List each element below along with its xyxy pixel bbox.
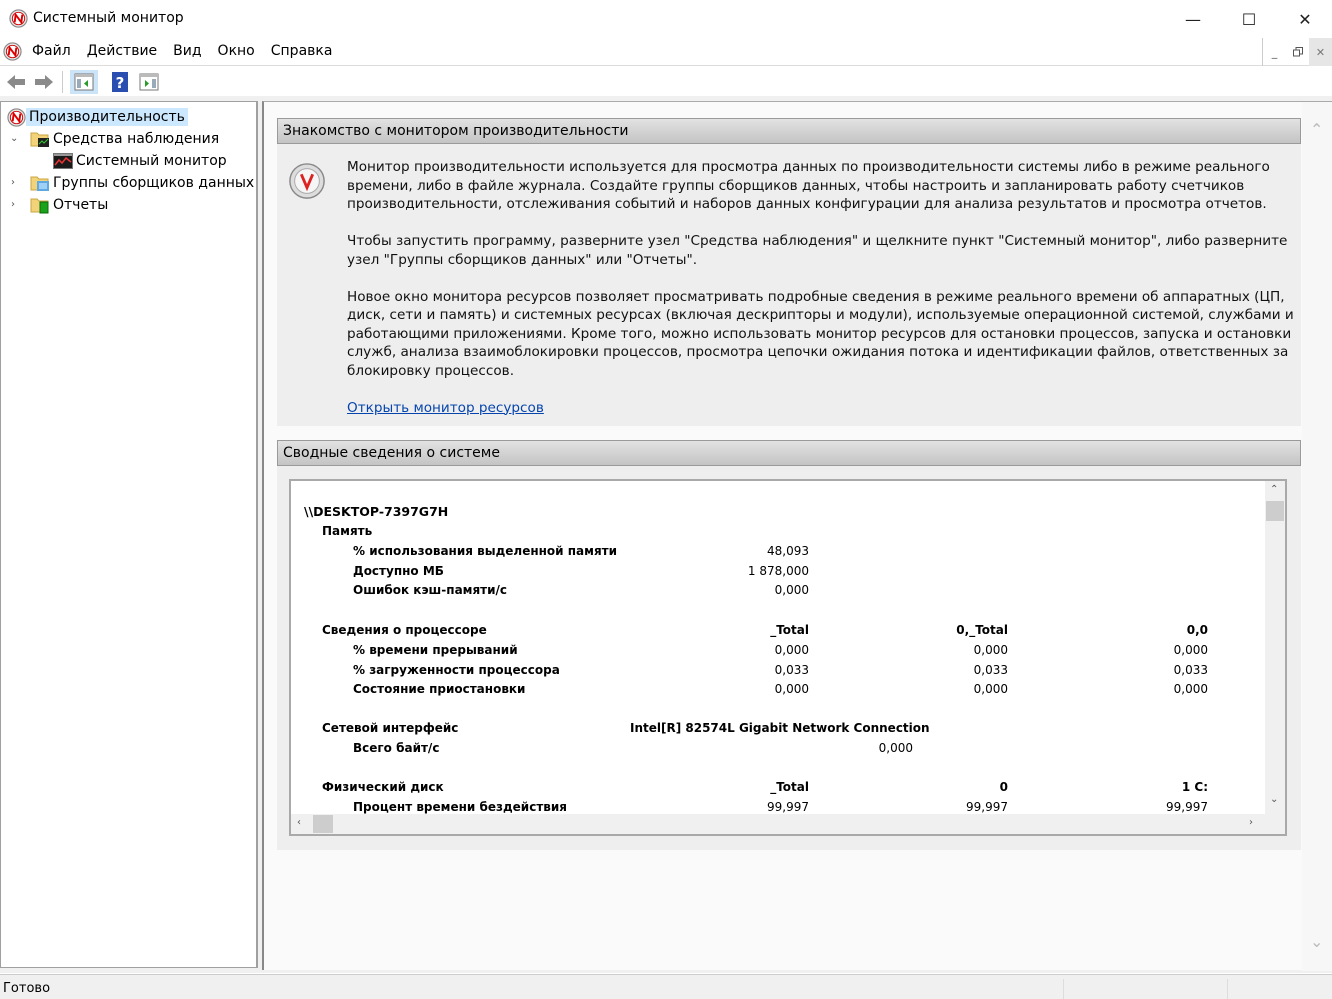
summary-panel	[277, 466, 1301, 850]
cpu-header-row	[291, 623, 1265, 641]
minimize-icon: —	[1185, 9, 1201, 29]
section-title: Сетевой интерфейс	[322, 721, 459, 735]
cpu-row	[291, 643, 1265, 661]
svg-text:?: ?	[115, 74, 125, 92]
restore-icon	[1293, 47, 1303, 57]
counter-value: 0,033	[973, 663, 1008, 677]
reports-folder-icon	[30, 196, 50, 214]
intro-panel-header[interactable]: Знакомство с монитором производительности	[277, 118, 1301, 144]
toolbar	[0, 66, 1332, 96]
main-area	[0, 96, 1332, 973]
tree-item-label: Средства наблюдения	[53, 131, 220, 147]
machine-name: \\DESKTOP-7397G7H	[304, 504, 449, 519]
back-icon	[6, 74, 26, 90]
help-button[interactable]	[108, 70, 132, 94]
network-adapter-name: Intel[R] 82574L Gigabit Network Connection	[630, 721, 930, 735]
intro-text	[347, 158, 1297, 417]
cpu-row	[291, 682, 1265, 700]
scroll-right-icon[interactable]: ›	[1249, 817, 1253, 828]
intro-paragraph: Монитор производительности используется для просмотра данных по производительности системы либо в режиме реального времени, либо в файле журнала. Создайте группы сборщиков данных, чтобы настроить и запланировать работу счетчиков производительности, отслеживания событий и наборов данных конфигурации для анализа результатов и просмотра отчетов.	[347, 159, 1270, 212]
counter-value: 0,000	[774, 682, 809, 696]
perf-monitor-app-icon	[9, 9, 28, 32]
tree-item-label: Группы сборщиков данных	[53, 175, 255, 191]
counter-value: 48,093	[767, 544, 809, 558]
menu-action[interactable]: Действие	[86, 43, 158, 59]
show-hide-action-pane-button[interactable]	[137, 70, 161, 94]
column-header: _Total	[770, 780, 809, 794]
tree-item-data-collector-sets[interactable]	[30, 172, 257, 194]
forward-icon	[34, 74, 54, 90]
child-close-button[interactable]: ✕	[1309, 38, 1332, 66]
close-icon: ✕	[1298, 9, 1312, 29]
data-collector-sets-folder-icon	[30, 174, 50, 192]
counter-label: Состояние приостановки	[353, 682, 526, 696]
tree-item-system-monitor[interactable]	[53, 150, 230, 172]
chevron-right-icon[interactable]: ›	[11, 177, 15, 188]
menu-file[interactable]: Файл	[32, 43, 71, 59]
system-monitor-icon	[53, 153, 73, 169]
counter-value: 0,000	[774, 643, 809, 657]
counter-value: 0,000	[973, 682, 1008, 696]
counter-label: % загруженности процессора	[353, 663, 560, 677]
back-button[interactable]	[4, 70, 28, 94]
memory-row	[291, 564, 1265, 582]
counter-label: Ошибок кэш-памяти/с	[353, 583, 508, 597]
tree-item-label: Системный монитор	[76, 153, 227, 169]
counter-label: Доступно МБ	[353, 564, 444, 578]
chevron-down-icon[interactable]: ⌄	[10, 133, 19, 144]
summary-horizontal-scrollbar[interactable]	[291, 814, 1265, 834]
menu-help[interactable]: Справка	[270, 43, 333, 59]
tree-item-label: Отчеты	[53, 197, 109, 213]
counter-value: 99,997	[966, 800, 1008, 814]
forward-button[interactable]	[32, 70, 56, 94]
child-window-controls	[1262, 38, 1332, 66]
intro-panel	[277, 144, 1301, 426]
scroll-up-icon[interactable]: ⌃	[1310, 120, 1324, 139]
minimize-button[interactable]	[1165, 0, 1221, 38]
scroll-down-icon[interactable]: ⌄	[1310, 932, 1324, 951]
perf-monitor-icon	[7, 108, 26, 127]
status-text: Готово	[3, 981, 51, 996]
summary-vertical-scrollbar[interactable]	[1265, 481, 1285, 814]
counter-value: 0,000	[973, 643, 1008, 657]
chevron-right-icon[interactable]: ›	[11, 199, 15, 210]
disk-row	[291, 800, 1265, 814]
counter-value: 0,033	[1173, 663, 1208, 677]
system-summary-content	[291, 481, 1265, 814]
counter-value: 1 878,000	[747, 564, 809, 578]
child-minimize-button[interactable]: _	[1271, 45, 1278, 59]
counter-value: 99,997	[767, 800, 809, 814]
scroll-left-icon[interactable]: ‹	[297, 817, 301, 828]
scroll-up-icon[interactable]: ⌃	[1270, 484, 1279, 495]
column-header: 1 C:	[1181, 780, 1208, 794]
disk-header-row	[291, 780, 1265, 798]
memory-row	[291, 544, 1265, 562]
monitoring-tools-folder-icon	[30, 130, 50, 148]
scroll-down-icon[interactable]: ⌄	[1270, 794, 1279, 805]
column-header: _Total	[770, 623, 809, 637]
counter-label: % использования выделенной памяти	[353, 544, 618, 558]
close-button[interactable]	[1277, 0, 1332, 38]
system-summary-frame	[289, 479, 1287, 836]
menu-window[interactable]: Окно	[217, 43, 255, 59]
vertical-scroll-thumb[interactable]	[1266, 501, 1284, 521]
open-resource-monitor-link[interactable]: Открыть монитор ресурсов	[347, 399, 544, 416]
section-title: Память	[322, 524, 373, 538]
tree-item-performance[interactable]	[7, 106, 188, 128]
help-icon	[111, 72, 129, 92]
maximize-button[interactable]	[1221, 0, 1277, 38]
counter-value: 0,000	[878, 741, 913, 755]
counter-value: 0,000	[774, 583, 809, 597]
child-window-system-icon[interactable]	[3, 42, 22, 65]
menu-bar	[0, 38, 1332, 66]
counter-label: Процент времени бездействия	[353, 800, 567, 814]
counter-label: Всего байт/с	[353, 741, 440, 755]
show-hide-action-pane-icon	[139, 73, 159, 91]
content-pane	[262, 101, 1332, 970]
memory-row	[291, 583, 1265, 601]
tree-item-label: Производительность	[26, 108, 188, 126]
toolbar-separator	[62, 71, 63, 93]
tree-item-reports[interactable]	[30, 194, 111, 216]
column-header: 0,_Total	[956, 623, 1008, 637]
menu-view[interactable]: Вид	[173, 43, 202, 59]
tree-item-monitoring-tools[interactable]	[30, 128, 222, 150]
counter-value: 0,000	[1173, 682, 1208, 696]
status-separator	[1227, 979, 1228, 999]
intro-paragraph: Новое окно монитора ресурсов позволяет просматривать подробные сведения в режиме реального времени об аппаратных (ЦП, диск, сети и память) и системных ресурсах (включая дескрипторы и модули), используемые операционной системой, службами и работающими приложениями. Кроме того, можно использовать монитор ресурсов для остановки процессов, запуска и остановки служб, анализа взаимоблокировки процессов, просмотра цепочки ожидания потока и идентификации файлов, ответственных за блокировку процессов.	[347, 288, 1294, 379]
counter-value: 0,033	[774, 663, 809, 677]
section-title: Физический диск	[322, 780, 444, 794]
title-bar	[0, 0, 1332, 38]
child-restore-button[interactable]	[1286, 38, 1309, 66]
status-separator	[1063, 979, 1064, 999]
horizontal-scroll-thumb[interactable]	[313, 815, 333, 833]
show-hide-tree-button[interactable]	[70, 70, 98, 94]
network-header-row	[291, 721, 1265, 739]
summary-panel-header[interactable]: Сводные сведения о системе	[277, 440, 1301, 466]
content-vertical-scrollbar[interactable]	[1302, 102, 1332, 971]
maximize-icon: ☐	[1241, 9, 1257, 29]
intro-paragraph: Чтобы запустить программу, разверните узел "Средства наблюдения" и щелкните пункт "Системный монитор", либо разверните узел "Группы сборщиков данных" или "Отчеты".	[347, 233, 1288, 268]
column-header: 0	[999, 780, 1008, 794]
counter-value: 0,000	[1173, 643, 1208, 657]
cpu-row	[291, 663, 1265, 681]
status-bar	[0, 974, 1332, 999]
counter-value: 99,997	[1166, 800, 1208, 814]
perf-monitor-large-icon	[288, 162, 326, 204]
network-row	[291, 741, 1265, 759]
scrollbar-corner	[1265, 814, 1285, 834]
section-title: Сведения о процессоре	[322, 623, 487, 637]
window-title: Системный монитор	[33, 10, 184, 26]
show-hide-tree-icon	[74, 73, 94, 91]
navigation-tree	[0, 101, 258, 968]
column-header: 0,0	[1186, 623, 1208, 637]
counter-label: % времени прерываний	[353, 643, 518, 657]
